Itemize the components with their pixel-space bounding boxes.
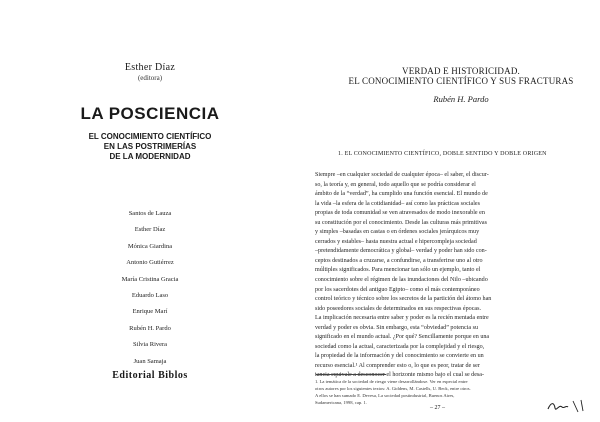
- chapter-title-line: EL CONOCIMIENTO CIENTÍFICO Y SUS FRACTURAS: [348, 76, 574, 86]
- book-title: LA POSCIENCIA: [80, 104, 220, 123]
- editor-name: Esther Díaz: [124, 62, 176, 73]
- body-line: la vida –la esfera de la cotidianidad– así como las prácticas sociales: [315, 200, 480, 207]
- body-line: conocimiento sobre el régimen de las inundaciones del Nilo –ubicando: [315, 277, 488, 284]
- body-line: ámbito de la “verdad”, ha cumplido una función esencial. El mundo de: [315, 191, 488, 198]
- body-line: y simples –basadas en castas o en órdenes sociales jerárquicos muy: [315, 229, 480, 236]
- page-number: – 27 –: [430, 405, 445, 411]
- footnote-line: 1. La temática de la sociedad de riesgo viene desarrollándose. Ver en especial entre: [315, 379, 468, 384]
- subtitle-line: EN LAS POSTRIMERÍAS: [103, 142, 197, 151]
- body-line: so, la teoría y, en general, todo aquello que se podría considerar el: [315, 181, 476, 188]
- author: Rubén H. Pardo: [129, 324, 171, 332]
- body-line: cerrados y estables– hasta nuestra actual e hipercompleja sociedad: [315, 238, 477, 245]
- body-line: La implicación necesaria entre saber y poder es la recién mentada entre: [315, 315, 489, 322]
- body-text: [315, 171, 590, 381]
- body-line: sido poseedores sociales de determinados en sus respectivas épocas.: [315, 305, 482, 312]
- chapter-author: Rubén H. Pardo: [433, 94, 489, 104]
- body-line: control teórico y técnico sobre los secretos de la partición del átomo han: [315, 296, 492, 303]
- body-line: múltiples significados. Para mencionar tan sólo un ejemplo, tanto el: [315, 267, 481, 274]
- author: Antonio Gutiérrez: [126, 259, 174, 267]
- body-line: –pretendidamente democrática y global– verdad y poder han sido con-: [315, 248, 487, 255]
- body-line: recurso esencial.¹ Al comprender esto o, lo que es peor, tratar de ser: [315, 362, 480, 369]
- body-line: significado en el mundo actual. ¿Por qué? Sencillamente porque en una: [315, 334, 490, 341]
- section-heading: 1. EL CONOCIMIENTO CIENTÍFICO, DOBLE SENTIDO Y DOBLE ORIGEN: [338, 151, 547, 157]
- author: Mónica Giardina: [127, 242, 173, 250]
- body-line: la propiedad de la información y del conocimiento se convierte en un: [315, 353, 484, 360]
- author-list: [0, 206, 300, 370]
- body-line: por los sacerdotes del antiguo Egipto– como el más contemporáneo: [315, 286, 480, 293]
- publisher-name: Editorial Biblos: [112, 370, 188, 381]
- author: Santos de Lauza: [128, 210, 172, 217]
- body-line: su constitución por el conocimiento. Desde las culturas más primitivas: [315, 219, 487, 226]
- body-line: ceptos destinados a cruzarse, a confundirse, a transferirse uno al otro: [315, 257, 483, 264]
- chapter-title-line: VERDAD E HISTORICIDAD.: [402, 66, 520, 76]
- footnote-line: A ellos se han sumado E. Devesa, La sociedad postindustrial, Buenos Aires,: [315, 393, 455, 398]
- author: Enrique Marí: [132, 308, 168, 316]
- author: Silvia Rivera: [132, 341, 168, 349]
- author: Esther Díaz: [134, 226, 166, 234]
- chapter-title: [322, 66, 600, 86]
- footnote-rule: [316, 374, 386, 375]
- body-line: Siempre –en cualquier sociedad de cualquier época– el saber, el discur-: [315, 172, 489, 178]
- footnote-line: otros autores por los siguientes textos: A. Giddens, M. Castells, U. Beck, entre otros.: [315, 386, 471, 391]
- body-line: sociedad como la actual, caracterizada por la complejidad y el riesgo,: [315, 343, 485, 350]
- author: Juan Samaja: [133, 357, 167, 365]
- author: María Cristina Gracia: [121, 275, 179, 283]
- body-line: tancia equivale a desconocer el horizonte mismo bajo el cual se desa-: [315, 372, 485, 379]
- handwritten-signature: [545, 398, 585, 414]
- footnote-line: Sudamericana, 1998, cap. 1.: [315, 400, 367, 405]
- book-subtitle: [0, 132, 300, 162]
- body-line: verdad y poder es obvia. Sin embargo, esta “obviedad” potencia su: [315, 324, 479, 331]
- body-line: propias de toda comunidad se ven atravesados de modo inexorable en: [315, 210, 485, 217]
- editor-role: (editora): [137, 74, 163, 82]
- subtitle-line: DE LA MODERNIDAD: [109, 152, 191, 161]
- right-page: [300, 0, 600, 422]
- author: Eduardo Laso: [131, 292, 169, 300]
- subtitle-line: EL CONOCIMIENTO CIENTÍFICO: [88, 132, 212, 141]
